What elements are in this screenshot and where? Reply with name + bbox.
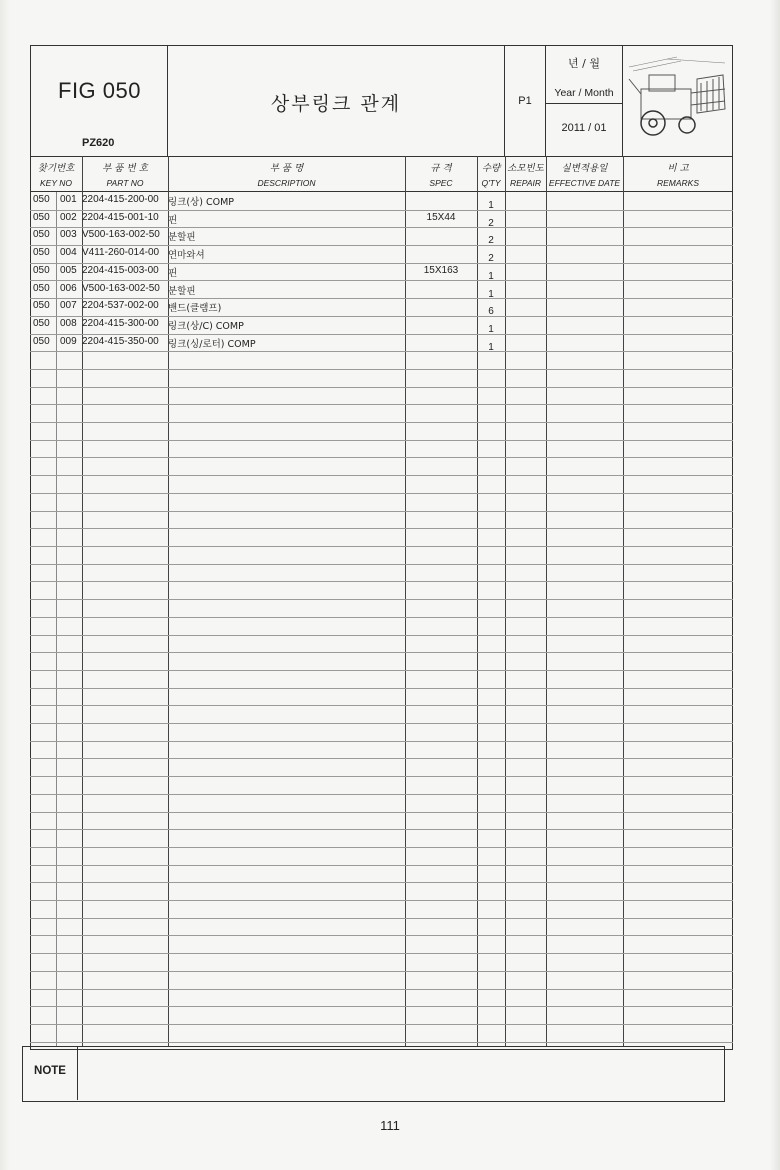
ruled-line [30, 953, 733, 954]
column-part-kr: 부 품 번 호 [102, 163, 148, 174]
column-remarks [623, 157, 733, 191]
ruled-line [30, 776, 733, 777]
revision-date: 2011 / 01 [561, 122, 607, 134]
ruled-line [30, 670, 733, 671]
ruled-line [30, 758, 733, 759]
row-description: 링크(상/C) COMP [168, 320, 244, 332]
row-part-no: 2204-415-200-00 [82, 194, 159, 205]
ruled-line [30, 635, 733, 636]
ruled-line [30, 493, 733, 494]
row-qty: 1 [488, 200, 494, 211]
row-part-no: V500-163-002-50 [82, 229, 160, 241]
ruled-line [30, 971, 733, 972]
row-spec: 15X44 [426, 211, 456, 223]
row-fig-no: 050 [33, 335, 50, 347]
row-qty: 1 [488, 270, 494, 282]
column-qty [477, 157, 505, 191]
row-key-no: 007 [60, 300, 77, 312]
ruled-line [30, 829, 733, 830]
figure-cell [30, 45, 168, 156]
ruled-line [30, 812, 733, 813]
page-code: P1 [518, 95, 532, 107]
ruled-line [30, 404, 733, 405]
row-part-no: 2204-415-003-00 [82, 264, 159, 276]
page-number: 111 [380, 1118, 400, 1133]
table-row [30, 263, 733, 281]
column-eff-kr: 실변적용일 [561, 163, 608, 174]
table-row [30, 210, 733, 228]
row-fig-no: 050 [33, 264, 50, 276]
row-spec: 15X163 [423, 264, 459, 276]
column-spec-kr: 규 격 [430, 163, 452, 174]
row-part-no: 2204-415-350-00 [82, 335, 159, 347]
ruled-line [30, 900, 733, 901]
ruled-line [30, 705, 733, 706]
ruled-line [30, 918, 733, 919]
column-header-row [30, 156, 733, 192]
table-row [30, 281, 733, 299]
section-title: 상부링크 관계 [270, 93, 402, 115]
ruled-line [30, 935, 733, 936]
ruled-line [30, 1042, 733, 1043]
column-part-no [82, 157, 168, 191]
column-effective-date [546, 157, 623, 191]
ruled-line [30, 989, 733, 990]
row-key-no: 005 [60, 264, 77, 276]
row-fig-no: 050 [33, 247, 50, 259]
row-qty: 1 [488, 288, 494, 300]
row-qty: 2 [488, 217, 494, 229]
table-row [30, 334, 733, 352]
row-part-no: 2204-537-002-00 [82, 300, 159, 312]
ruled-line [30, 387, 733, 388]
row-part-no: V500-163-002-50 [82, 282, 160, 294]
row-key-no: 003 [60, 229, 77, 241]
column-remarks-en: REMARKS [656, 178, 700, 188]
figure-title: FIG 050 [58, 78, 141, 103]
row-fig-no: 050 [33, 229, 50, 241]
column-qty-en: Q'TY [481, 178, 501, 188]
row-fig-no: 050 [33, 317, 50, 329]
ruled-line [30, 865, 733, 866]
ruled-line [30, 564, 733, 565]
ruled-line [30, 457, 733, 458]
ruled-line [30, 847, 733, 848]
year-month-divider [546, 103, 622, 104]
row-qty: 1 [488, 323, 494, 335]
ruled-line [30, 794, 733, 795]
column-part-en: PART NO [106, 178, 144, 188]
row-qty: 2 [488, 235, 494, 247]
row-fig-no: 050 [33, 194, 50, 205]
row-description: 분할핀 [168, 285, 196, 297]
model-name: PZ620 [82, 137, 115, 149]
row-key-no: 008 [60, 317, 77, 329]
row-key-no: 002 [60, 211, 77, 223]
column-key-en: KEY NO [40, 178, 72, 188]
column-desc-kr: 부 품 명 [269, 163, 304, 174]
column-key-no [30, 157, 82, 191]
note-label: NOTE [34, 1065, 66, 1077]
row-key-no: 009 [60, 335, 77, 347]
section-title-cell [168, 45, 505, 156]
column-desc-en: DESCRIPTION [257, 178, 316, 188]
ruled-line [30, 599, 733, 600]
column-remarks-kr: 비 고 [667, 163, 689, 174]
row-key-no: 006 [60, 282, 77, 294]
ruled-line [30, 688, 733, 689]
ruled-line [30, 422, 733, 423]
row-description: 핀 [168, 214, 178, 226]
row-description: 분할핀 [168, 232, 196, 244]
ruled-line [30, 369, 733, 370]
column-repair-en: REPAIR [509, 178, 542, 188]
table-row [30, 316, 733, 334]
row-fig-no: 050 [33, 211, 50, 223]
row-qty: 1 [488, 341, 494, 353]
table-header [30, 45, 733, 156]
row-description: 링크(싱/로터) COMP [168, 338, 256, 350]
column-qty-kr: 수량 [481, 163, 501, 174]
column-spec-en: SPEC [429, 178, 453, 188]
ruled-line [30, 528, 733, 529]
row-part-no: 2204-415-001-10 [82, 211, 159, 223]
ruled-line [30, 723, 733, 724]
ruled-line [30, 882, 733, 883]
row-fig-no: 050 [33, 300, 50, 312]
row-fig-no: 050 [33, 282, 50, 294]
ruled-line [30, 581, 733, 582]
column-eff-en: EFFECTIVE DATE [548, 178, 621, 188]
table-row [30, 245, 733, 263]
column-repair-kr: 소모빈도 [507, 163, 544, 174]
row-description: 밴드(클램프) [168, 303, 222, 315]
ruled-line [30, 475, 733, 476]
row-description: 링크(상) COMP [168, 197, 234, 208]
column-key-kr: 찾기번호 [37, 163, 75, 174]
year-month-cell [546, 45, 623, 156]
ruled-line [30, 511, 733, 512]
year-month-label-kr: 년 / 월 [568, 57, 600, 70]
row-description: 핀 [168, 267, 178, 279]
table-row [30, 192, 733, 210]
ruled-line [30, 1006, 733, 1007]
ruled-line [30, 440, 733, 441]
page-code-cell [505, 45, 546, 156]
note-box [22, 1046, 725, 1102]
row-description: 연마와셔 [168, 250, 205, 262]
ruled-line [30, 617, 733, 618]
row-key-no: 001 [60, 194, 77, 205]
ruled-line [30, 1024, 733, 1025]
note-label-cell [23, 1047, 78, 1100]
table-row [30, 227, 733, 245]
illustration-cell [623, 45, 733, 156]
column-repair [505, 157, 546, 191]
row-part-no: 2204-415-300-00 [82, 317, 159, 329]
row-key-no: 004 [60, 247, 77, 259]
ruled-line [30, 652, 733, 653]
tractor-illustration-icon [627, 49, 729, 145]
ruled-line [30, 546, 733, 547]
row-part-no: V411-260-014-00 [82, 247, 160, 259]
ruled-line [30, 741, 733, 742]
column-description [168, 157, 405, 191]
column-spec [405, 157, 477, 191]
table-row [30, 298, 733, 316]
year-month-label-en: Year / Month [554, 87, 614, 99]
row-qty: 2 [488, 253, 494, 265]
row-qty: 6 [488, 306, 494, 318]
